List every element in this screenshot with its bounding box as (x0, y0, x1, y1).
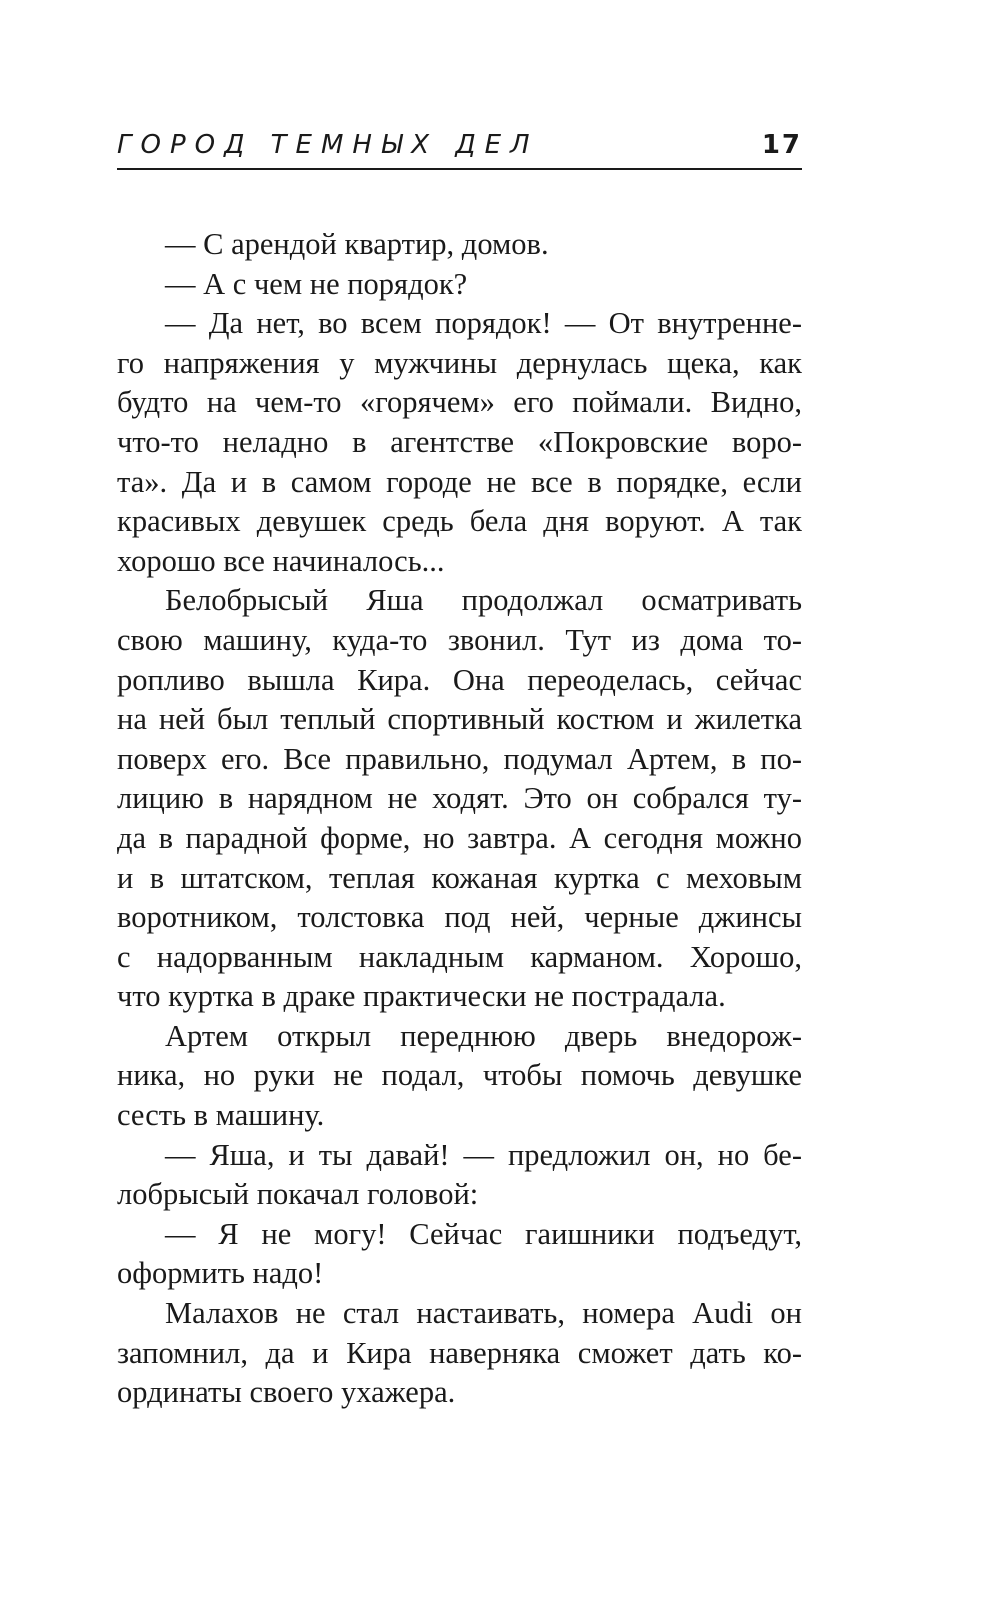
text-line: та». Да и в самом городе не все в порядке, если (117, 464, 802, 499)
text-line: с надорванным накладным карманом. Хорошо, (117, 939, 802, 974)
text-line: что-то неладно в агентстве «Покровские воро- (117, 424, 802, 459)
body-text (117, 225, 802, 1413)
text-line: Артем открыл переднюю дверь внедорож- (165, 1018, 802, 1053)
text-line: го напряжения у мужчины дернулась щека, как (117, 345, 802, 380)
running-title: ГОРОД ТЕМНЫХ ДЕЛ (117, 130, 539, 160)
text-line: — Яша, и ты давай! — предложил он, но бе- (165, 1137, 802, 1172)
text-line: воротником, толстовка под ней, черные джинсы (117, 900, 802, 935)
text-line: сесть в машину. (117, 1098, 325, 1133)
text-line: — Да нет, во всем порядок! — От внутренне- (165, 306, 802, 341)
text-line: Малахов не стал настаивать, номера Audi он (165, 1296, 802, 1331)
text-line: да в парадной форме, но завтра. А сегодня можно (117, 820, 802, 855)
text-line: что куртка в драке практически не пострадала. (117, 979, 726, 1014)
text-line: ропливо вышла Кира. Она переоделась, сейчас (117, 662, 802, 697)
text-line: лицию в нарядном не ходят. Это он собрался ту- (117, 781, 802, 816)
page-number: 17 (761, 130, 802, 160)
text-line: Белобрысый Яша продолжал осматривать (165, 583, 802, 618)
text-line: красивых девушек средь бела дня воруют. А так (117, 504, 802, 539)
text-line: свою машину, куда-то звонил. Тут из дома то- (117, 622, 802, 657)
text-line: хорошо все начиналось... (117, 543, 445, 578)
text-line: и в штатском, теплая кожаная куртка с меховым (117, 860, 802, 895)
text-line: — А с чем не порядок? (165, 266, 468, 301)
running-header (117, 128, 802, 170)
text-line: запомнил, да и Кира наверняка сможет дать ко- (117, 1335, 802, 1370)
text-line: будто на чем-то «горячем» его поймали. Видно, (117, 385, 802, 420)
text-line: ника, но руки не подал, чтобы помочь девушке (117, 1058, 802, 1093)
text-line: лобрысый покачал головой: (117, 1177, 479, 1212)
text-line: — С арендой квартир, домов. (165, 227, 549, 261)
text-line: ординаты своего ухажера. (117, 1375, 456, 1410)
text-line: — Я не могу! Сейчас гаишники подъедут, (165, 1216, 802, 1251)
text-line: поверх его. Все правильно, подумал Артем, в по- (117, 741, 802, 776)
text-line: оформить надо! (117, 1256, 324, 1291)
text-line: на ней был теплый спортивный костюм и жилетка (117, 702, 802, 737)
